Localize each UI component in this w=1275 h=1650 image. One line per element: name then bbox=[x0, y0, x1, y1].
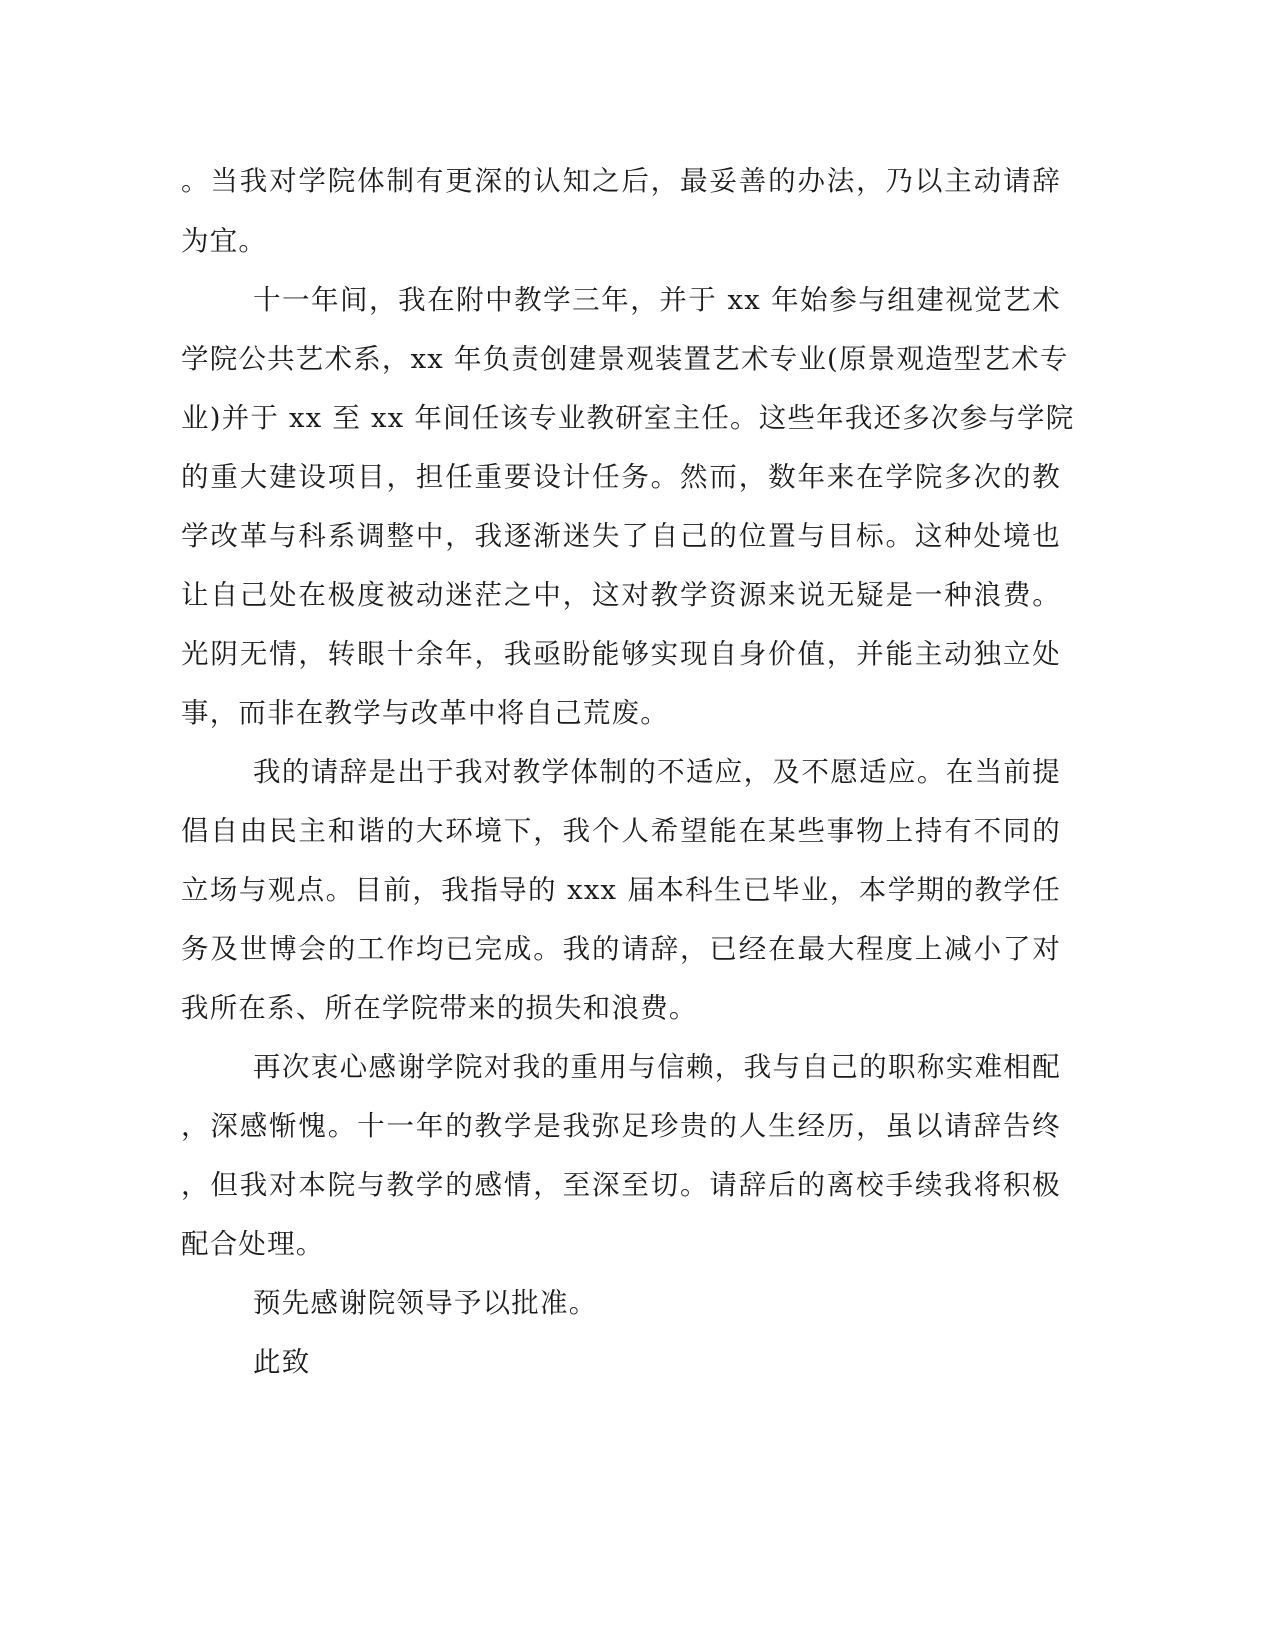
paragraph-first-line: 我的请辞是出于我对教学体制的不适应，及不愿适应。在当前提 bbox=[253, 756, 1061, 788]
text-line: 学改革与科系调整中，我逐渐迷失了自己的位置与目标。这种处境也 bbox=[181, 520, 1061, 552]
text-line: 立场与观点。目前，我指导的 xxx 届本科生已毕业，本学期的教学任 bbox=[181, 874, 1061, 906]
closing-salutation: 此致 bbox=[253, 1346, 311, 1378]
text-line: 倡自由民主和谐的大环境下，我个人希望能在某些事物上持有不同的 bbox=[181, 815, 1061, 847]
text-line: 为宜。 bbox=[181, 225, 268, 257]
text-line: 的重大建设项目，担任重要设计任务。然而，数年来在学院多次的教 bbox=[181, 461, 1061, 493]
text-line: ，但我对本院与教学的感情，至深至切。请辞后的离校手续我将积极 bbox=[181, 1169, 1061, 1201]
text-line: 事，而非在教学与改革中将自己荒废。 bbox=[181, 697, 669, 729]
paragraph-first-line: 十一年间，我在附中教学三年，并于 xx 年始参与组建视觉艺术 bbox=[253, 284, 1061, 316]
text-line: 。当我对学院体制有更深的认知之后，最妥善的办法，乃以主动请辞 bbox=[181, 165, 1061, 197]
paragraph-first-line: 再次衷心感谢学院对我的重用与信赖，我与自己的职称实难相配 bbox=[253, 1051, 1061, 1083]
text-line: 务及世博会的工作均已完成。我的请辞，已经在最大程度上减小了对 bbox=[181, 933, 1061, 965]
text-line: 让自己处在极度被动迷茫之中，这对教学资源来说无疑是一种浪费。 bbox=[181, 579, 1061, 611]
text-line: 学院公共艺术系，xx 年负责创建景观装置艺术专业(原景观造型艺术专 bbox=[181, 343, 1069, 375]
paragraph-first-line: 预先感谢院领导予以批准。 bbox=[253, 1287, 598, 1319]
text-line: 配合处理。 bbox=[181, 1228, 325, 1260]
text-line: 光阴无情，转眼十余年，我亟盼能够实现自身价值，并能主动独立处 bbox=[181, 638, 1061, 670]
text-line: ，深感惭愧。十一年的教学是我弥足珍贵的人生经历，虽以请辞告终 bbox=[181, 1110, 1061, 1142]
text-line: 业)并于 xx 至 xx 年间任该专业教研室主任。这些年我还多次参与学院 bbox=[181, 402, 1075, 434]
text-line: 我所在系、所在学院带来的损失和浪费。 bbox=[181, 992, 698, 1024]
